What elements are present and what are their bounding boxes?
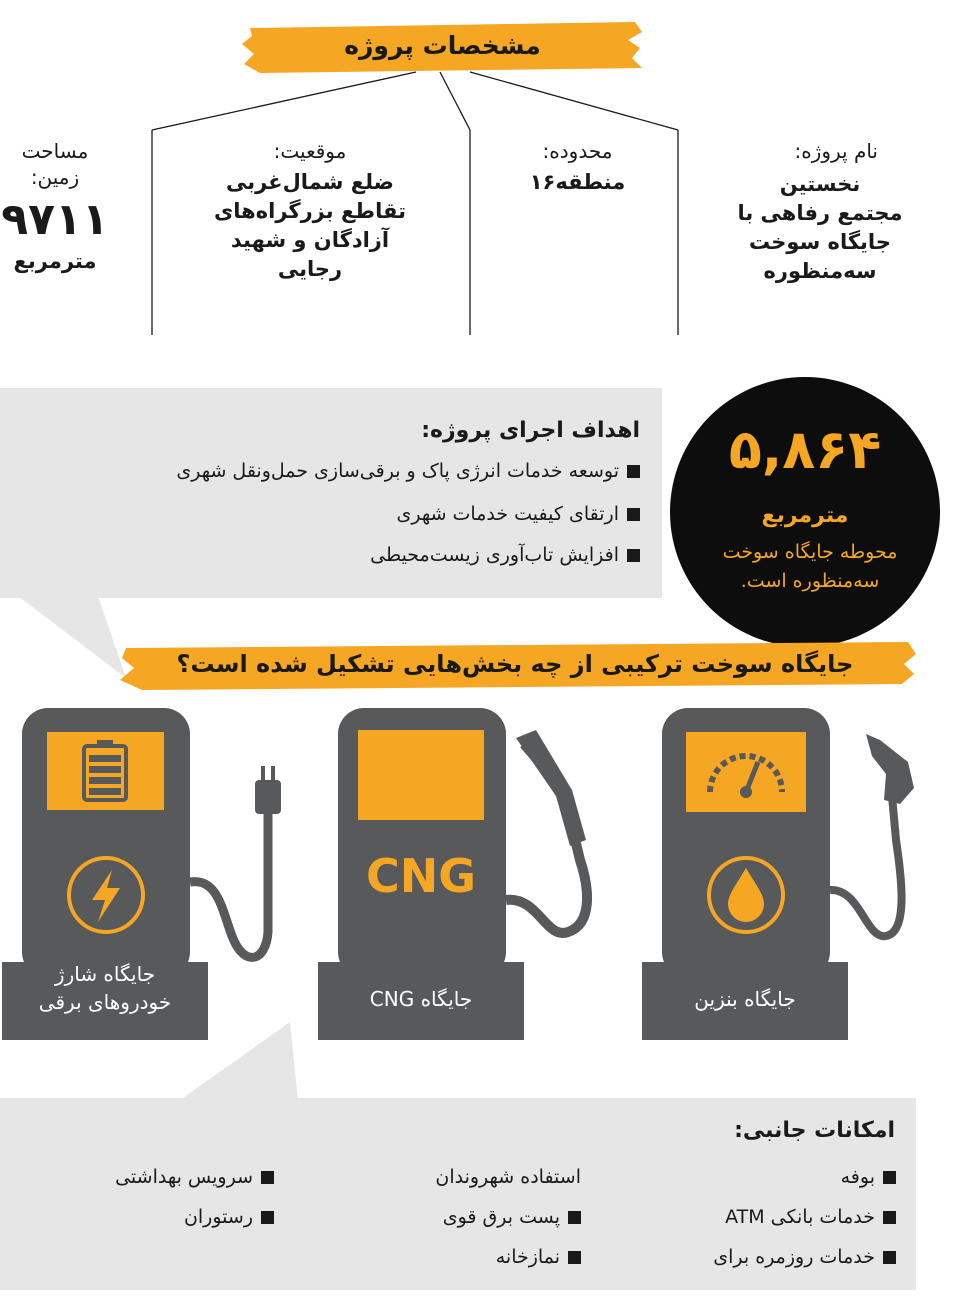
location-label: موقعیت:: [273, 139, 347, 163]
goal-item: توسعه خدمات انرژی پاک و برقی‌سازی حمل‌ونقل شهری: [176, 460, 640, 482]
facility-item: بوفه: [841, 1166, 896, 1188]
stat-unit: مترمربع: [761, 503, 849, 528]
location-value: ضلع شمال‌غربی تقاطع بزرگراه‌های آزادگان و شهید رجایی: [214, 170, 406, 281]
facility-item: پست برق قوی: [443, 1206, 581, 1228]
stat-number: ۵,۸۶۴: [728, 418, 882, 481]
square-bullet-icon: [627, 549, 640, 562]
facility-item: سرویس بهداشتی: [115, 1166, 274, 1188]
area-number: ۹۷۱۱: [1, 194, 109, 245]
square-bullet-icon: [261, 1211, 274, 1224]
location-block: [160, 138, 460, 284]
square-bullet-icon: [627, 465, 640, 478]
goals-panel-tail: [18, 596, 128, 680]
project-title: مشخصات پروژه: [344, 31, 541, 60]
nozzle-icon: [516, 730, 586, 846]
square-bullet-icon: [627, 508, 640, 521]
project-name-value: نخستین مجتمع رفاهی با جایگاه سوخت سه‌منظوره: [737, 172, 903, 283]
plug-icon: [255, 766, 281, 814]
facilities-panel-tail: [180, 1022, 300, 1102]
area-block: [0, 138, 110, 276]
region-block: [490, 138, 665, 197]
cng-screen-text: CNG: [365, 849, 477, 903]
project-name-label: نام پروژه:: [794, 139, 878, 163]
fuel-nozzle-icon: [866, 734, 914, 804]
project-name-block: [700, 138, 940, 286]
goals-title: اهداف اجرای پروژه:: [421, 418, 640, 443]
facility-item: رستوران: [184, 1206, 274, 1228]
square-bullet-icon: [261, 1171, 274, 1184]
cng-label: جایگاه CNG: [369, 987, 473, 1011]
facility-item: خدمات روزمره برای: [713, 1246, 896, 1268]
square-bullet-icon: [883, 1251, 896, 1264]
area-label-line1: مساحت: [21, 139, 89, 163]
stat-description: محوطه جایگاه سوخت سه‌منظوره است.: [722, 541, 898, 593]
facilities-title: امکانات جانبی:: [734, 1118, 895, 1143]
square-bullet-icon: [883, 1211, 896, 1224]
goal-item: ارتقای کیفیت خدمات شهری: [396, 503, 640, 525]
goal-item: افزایش تاب‌آوری زیست‌محیطی: [370, 544, 640, 566]
area-label-line2: زمین:: [30, 165, 80, 189]
facility-item: استفاده شهروندان: [435, 1166, 581, 1188]
square-bullet-icon: [568, 1251, 581, 1264]
facility-item: نمازخانه: [496, 1246, 581, 1268]
facility-item: خدمات بانکی ATM: [725, 1206, 896, 1228]
gasoline-label: جایگاه بنزین: [694, 987, 796, 1011]
ev-charging-label: جایگاه شارژ خودروهای برقی: [38, 962, 172, 1014]
square-bullet-icon: [568, 1211, 581, 1224]
square-bullet-icon: [883, 1171, 896, 1184]
region-value: منطقه۱۶: [529, 170, 626, 194]
region-label: محدوده:: [542, 139, 613, 163]
area-unit: مترمربع: [13, 248, 97, 273]
question-heading: جایگاه سوخت ترکیبی از چه بخش‌هایی تشکیل شده است؟: [176, 650, 854, 678]
